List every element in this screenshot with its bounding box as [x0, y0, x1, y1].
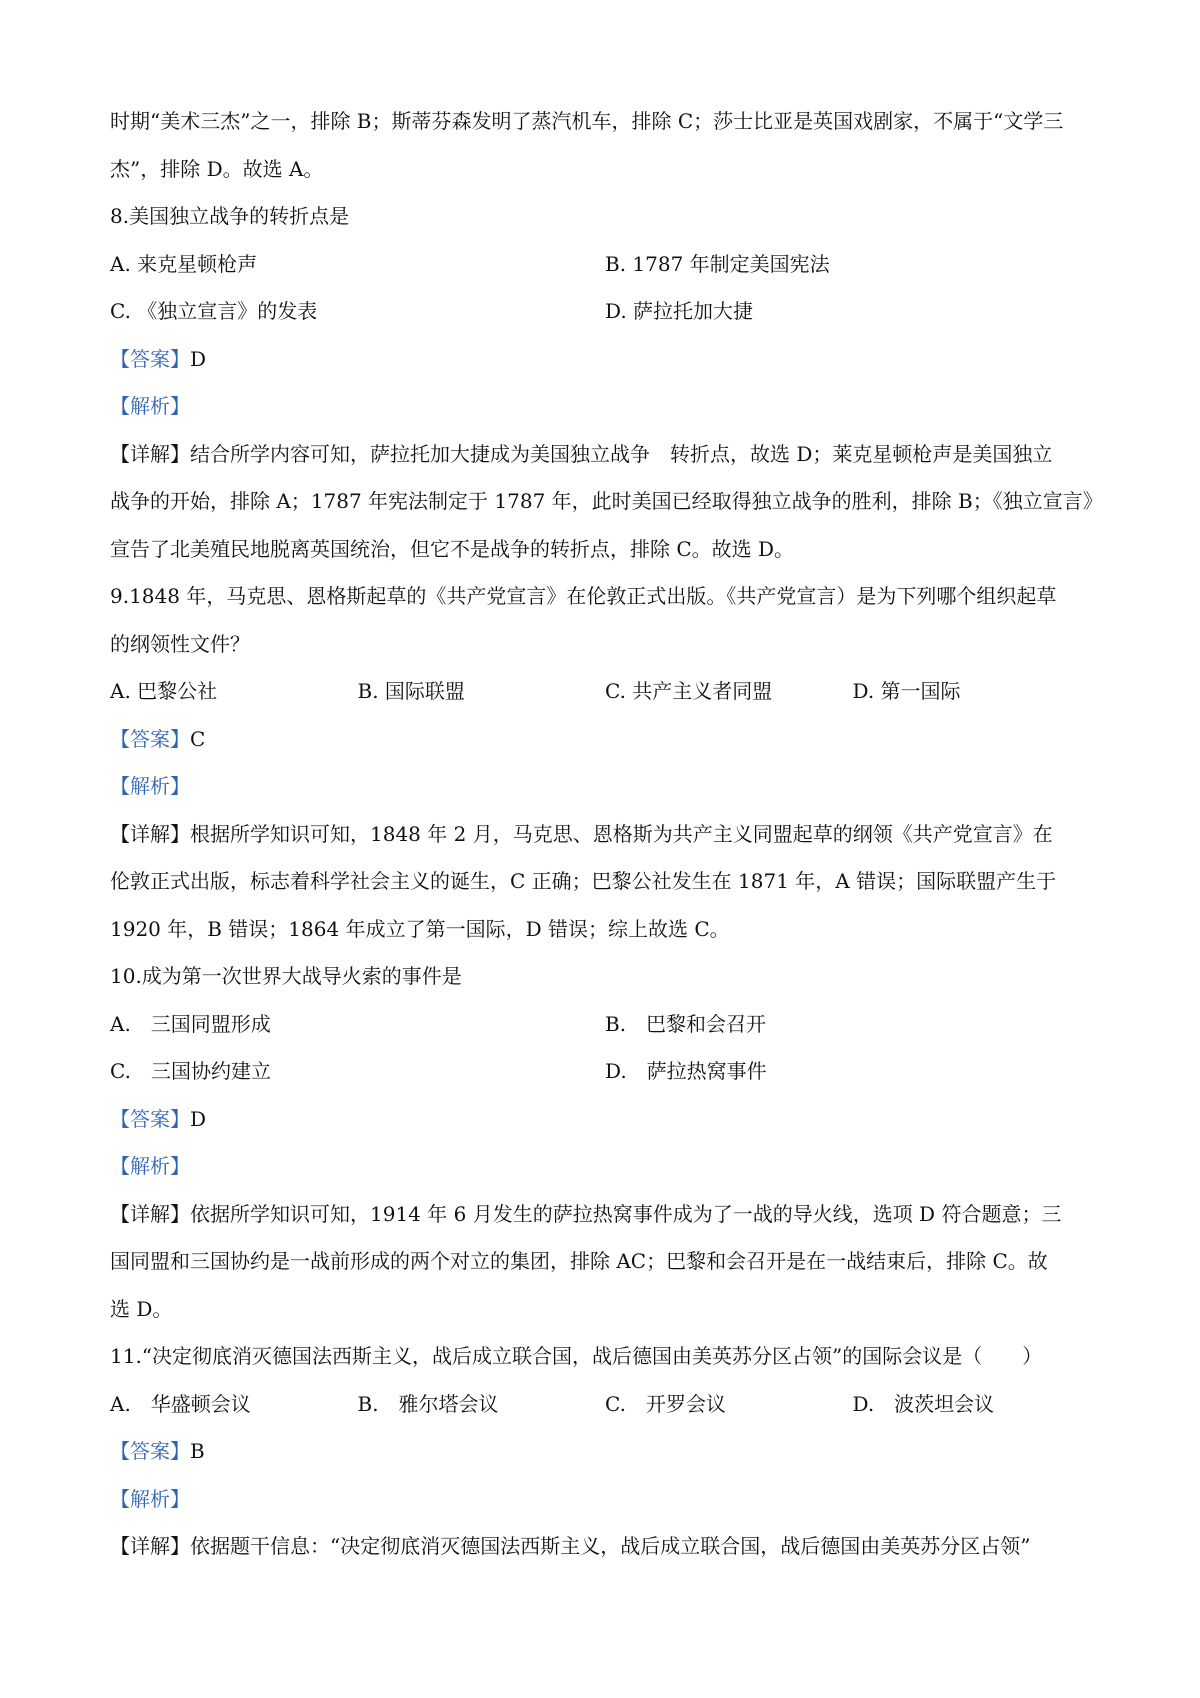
q8-option-c: C. 《独立宣言》的发表 — [110, 299, 318, 323]
q9-detail — [110, 811, 1100, 954]
q10-option-b: B. 巴黎和会召开 — [605, 1011, 767, 1036]
q11-option-b: B. 雅尔塔会议 — [357, 1391, 499, 1416]
answer-tag: 【答案】 — [110, 346, 190, 371]
q8-detail-line: 【详解】结合所学内容可知，萨拉托加大捷成为美国独立战争 转折点，故选 D；莱克星顿枪声是美国独立 — [110, 441, 1053, 466]
answer-tag: 【答案】 — [110, 1439, 190, 1463]
q8-options-row-2 — [110, 288, 1100, 336]
q9-option-b: B. 国际联盟 — [357, 679, 465, 703]
q8-analysis — [110, 383, 1100, 431]
q10-option-c: C. 三国协约建立 — [110, 1059, 271, 1083]
analysis-tag: 【解析】 — [110, 774, 190, 798]
q9-detail-line: 1920 年，B 错误；1864 年成立了第一国际，D 错误；综上故选 C。 — [110, 916, 730, 941]
q10-option-a: A. 三国同盟形成 — [110, 1011, 271, 1036]
analysis-tag: 【解析】 — [110, 394, 190, 418]
q8-answer — [110, 336, 1100, 384]
q9-options — [110, 668, 1100, 716]
q10-answer — [110, 1096, 1100, 1144]
q8-stem: 8.美国独立战争的转折点是 — [110, 204, 350, 228]
q9-detail-line: 【详解】根据所学知识可知，1848 年 2 月，马克思、恩格斯为共产主义同盟起草的纲领《共产党宣言》在 — [110, 821, 1053, 846]
q8-detail — [110, 431, 1103, 574]
q11-option-c: C. 开罗会议 — [605, 1391, 726, 1416]
q11-options — [110, 1381, 1100, 1429]
q9-option-c: C. 共产主义者同盟 — [605, 679, 773, 703]
q8-detail-line: 战争的开始，排除 A；1787 年宪法制定于 1787 年，此时美国已经取得独立战争的胜利，排除 B；《独立宣言》 — [110, 489, 1103, 513]
q8-option-d: D. 萨拉托加大捷 — [605, 299, 754, 323]
q10-detail-line: 【详解】依据所学知识可知，1914 年 6 月发生的萨拉热窝事件成为了一战的导火线，选项 D 符合题意；三 — [110, 1201, 1062, 1226]
prev-detail-line: 杰”，排除 D。故选 A。 — [110, 156, 324, 181]
q9-option-d: D. 第一国际 — [852, 679, 961, 703]
answer-tag: 【答案】 — [110, 1106, 190, 1131]
q8-option-b: B. 1787 年制定美国宪法 — [605, 251, 830, 276]
answer-value: D — [190, 1106, 207, 1131]
q11-option-a: A. 华盛顿会议 — [110, 1391, 251, 1416]
answer-value: B — [190, 1439, 205, 1463]
q8-option-a: A. 来克星顿枪声 — [110, 251, 258, 276]
q9-stem-line: 9.1848 年，马克思、恩格斯起草的《共产党宣言》在伦敦正式出版。《共产党宣言）是为下列哪个组织起草 — [110, 584, 1057, 608]
answer-tag: 【答案】 — [110, 726, 190, 751]
q9-stem — [110, 573, 1100, 668]
prev-detail-line: 时期“美术三杰”之一，排除 B；斯蒂芬森发明了蒸汽机车，排除 C；莎士比亚是英国戏剧家，不属于“文学三 — [110, 109, 1064, 133]
q8-detail-line: 宣告了北美殖民地脱离英国统治，但它不是战争的转折点，排除 C。故选 D。 — [110, 536, 795, 561]
answer-value: D — [190, 346, 207, 371]
q9-answer — [110, 716, 1100, 764]
analysis-tag: 【解析】 — [110, 1486, 190, 1511]
q11-answer — [110, 1428, 1100, 1476]
exam-page — [110, 98, 1103, 1571]
q9-detail-line: 伦敦正式出版，标志着科学社会主义的诞生，C 正确；巴黎公社发生在 1871 年，A 错误；国际联盟产生于 — [110, 869, 1057, 893]
q11-detail-line: 【详解】依据题干信息：“决定彻底消灭德国法西斯主义，战后成立联合国，战后德国由美英苏分区占领” — [110, 1534, 1031, 1558]
q10-option-d: D. 萨拉热窝事件 — [605, 1059, 767, 1083]
q10-detail-line: 国同盟和三国协约是一战前形成的两个对立的集团，排除 AC；巴黎和会召开是在一战结束后，排除 C。故 — [110, 1249, 1048, 1273]
analysis-tag: 【解析】 — [110, 1154, 190, 1178]
answer-value: C — [190, 726, 206, 751]
q9-analysis — [110, 763, 1100, 811]
q10-options-row-2 — [110, 1048, 1100, 1096]
q9-option-a: A. 巴黎公社 — [110, 679, 218, 703]
q10-stem: 10.成为第一次世界大战导火索的事件是 — [110, 964, 462, 988]
q8-options-row-1 — [110, 241, 1100, 289]
q10-detail — [110, 1191, 1100, 1334]
q10-options-row-1 — [110, 1001, 1100, 1049]
prev-detail — [110, 98, 1100, 193]
q10-detail-line: 选 D。 — [110, 1296, 173, 1321]
q11-analysis — [110, 1476, 1100, 1524]
q11-detail — [110, 1523, 1100, 1571]
q11-stem: 11.“决定彻底消灭德国法西斯主义，战后成立联合国，战后德国由美英苏分区占领”的国际会议是（ ） — [110, 1344, 1043, 1368]
q9-stem-line: 的纲领性文件？ — [110, 631, 250, 656]
q11-option-d: D. 波茨坦会议 — [852, 1391, 995, 1416]
q10-analysis — [110, 1143, 1100, 1191]
